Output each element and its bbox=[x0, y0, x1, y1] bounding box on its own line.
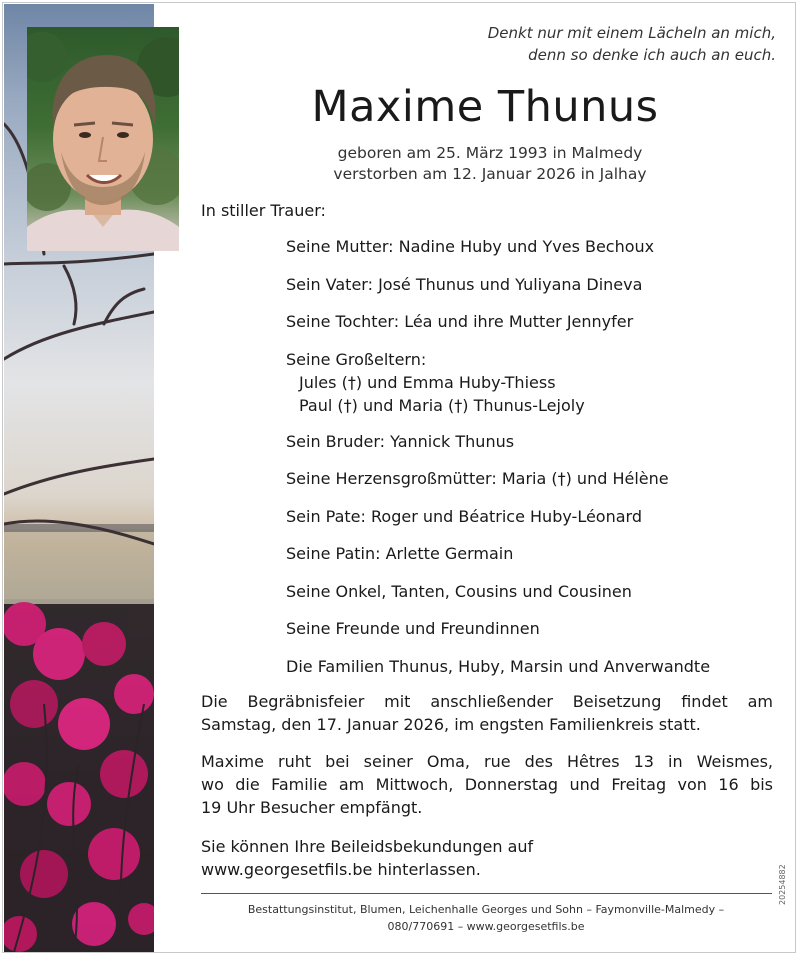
relative-line: Seine Herzensgroßmütter: Maria (†) und Hélène bbox=[286, 469, 669, 488]
relative-line: Sein Vater: José Thunus und Yuliyana Dineva bbox=[286, 275, 643, 294]
relative-line: Seine Großeltern: bbox=[286, 350, 427, 369]
relative-entry bbox=[286, 310, 633, 333]
paragraph-line: 19 Uhr Besucher empfängt. bbox=[201, 798, 423, 817]
visitation-notice bbox=[201, 750, 773, 819]
relative-entry bbox=[286, 467, 669, 490]
relative-entry bbox=[286, 348, 585, 417]
relative-line: Seine Tochter: Léa und ihre Mutter Jennyfer bbox=[286, 312, 634, 331]
relative-line: Seine Onkel, Tanten, Cousins und Cousinen bbox=[286, 582, 632, 601]
relative-entry bbox=[286, 542, 513, 565]
relative-line: Jules (†) und Emma Huby-Thiess bbox=[299, 373, 556, 392]
condolence-notice bbox=[201, 835, 773, 881]
relative-line: Paul (†) und Maria (†) Thunus-Lejoly bbox=[299, 396, 585, 415]
paragraph-line: Die Begräbnisfeier mit anschließender Beisetzung findet am bbox=[201, 692, 773, 711]
portrait-photo bbox=[27, 27, 179, 251]
paragraph-line: Sie können Ihre Beileidsbekundungen auf bbox=[201, 837, 534, 856]
ad-code: 20254882 bbox=[778, 864, 787, 905]
paragraph-line: www.georgesetfils.be hinterlassen. bbox=[201, 860, 481, 879]
relative-entry bbox=[286, 273, 642, 296]
relative-entry bbox=[286, 655, 710, 678]
quote-line: denn so denke ich auch an euch. bbox=[528, 46, 776, 64]
memorial-quote bbox=[420, 22, 776, 66]
relative-line: Die Familien Thunus, Huby, Marsin und Anverwandte bbox=[286, 657, 711, 676]
funeral-notice bbox=[201, 690, 773, 736]
relative-entry bbox=[286, 505, 642, 528]
relative-entry bbox=[286, 580, 632, 603]
mourning-intro: In stiller Trauer: bbox=[201, 201, 326, 220]
relative-line: Seine Patin: Arlette Germain bbox=[286, 544, 514, 563]
footer-divider bbox=[201, 893, 772, 894]
relative-entry bbox=[286, 617, 540, 640]
deceased-name: Maxime Thunus bbox=[311, 82, 659, 132]
death-date: verstorben am 12. Januar 2026 in Jalhay bbox=[333, 165, 647, 183]
footer-line: Bestattungsinstitut, Blumen, Leichenhalle Georges und Sohn – Faymonville-Malmedy – bbox=[247, 903, 725, 916]
relative-entry bbox=[286, 235, 654, 258]
relative-line: Sein Pate: Roger und Béatrice Huby-Léonard bbox=[286, 507, 642, 526]
quote-line: Denkt nur mit einem Lächeln an mich, bbox=[487, 24, 776, 42]
funeral-home-footer bbox=[195, 901, 777, 935]
relative-line: Sein Bruder: Yannick Thunus bbox=[286, 432, 515, 451]
footer-line: 080/770691 – www.georgesetfils.be bbox=[387, 920, 585, 933]
life-dates bbox=[280, 143, 700, 185]
paragraph-line: wo die Familie am Mittwoch, Donnerstag und Freitag von 16 bis bbox=[201, 775, 773, 794]
paragraph-line: Maxime ruht bei seiner Oma, rue des Hêtres 13 in Weismes, bbox=[201, 752, 773, 771]
relative-line: Seine Mutter: Nadine Huby und Yves Bechoux bbox=[286, 237, 655, 256]
relative-entry bbox=[286, 430, 514, 453]
birth-date: geboren am 25. März 1993 in Malmedy bbox=[337, 144, 643, 162]
paragraph-line: Samstag, den 17. Januar 2026, im engsten Familienkreis statt. bbox=[201, 715, 701, 734]
relative-line: Seine Freunde und Freundinnen bbox=[286, 619, 540, 638]
